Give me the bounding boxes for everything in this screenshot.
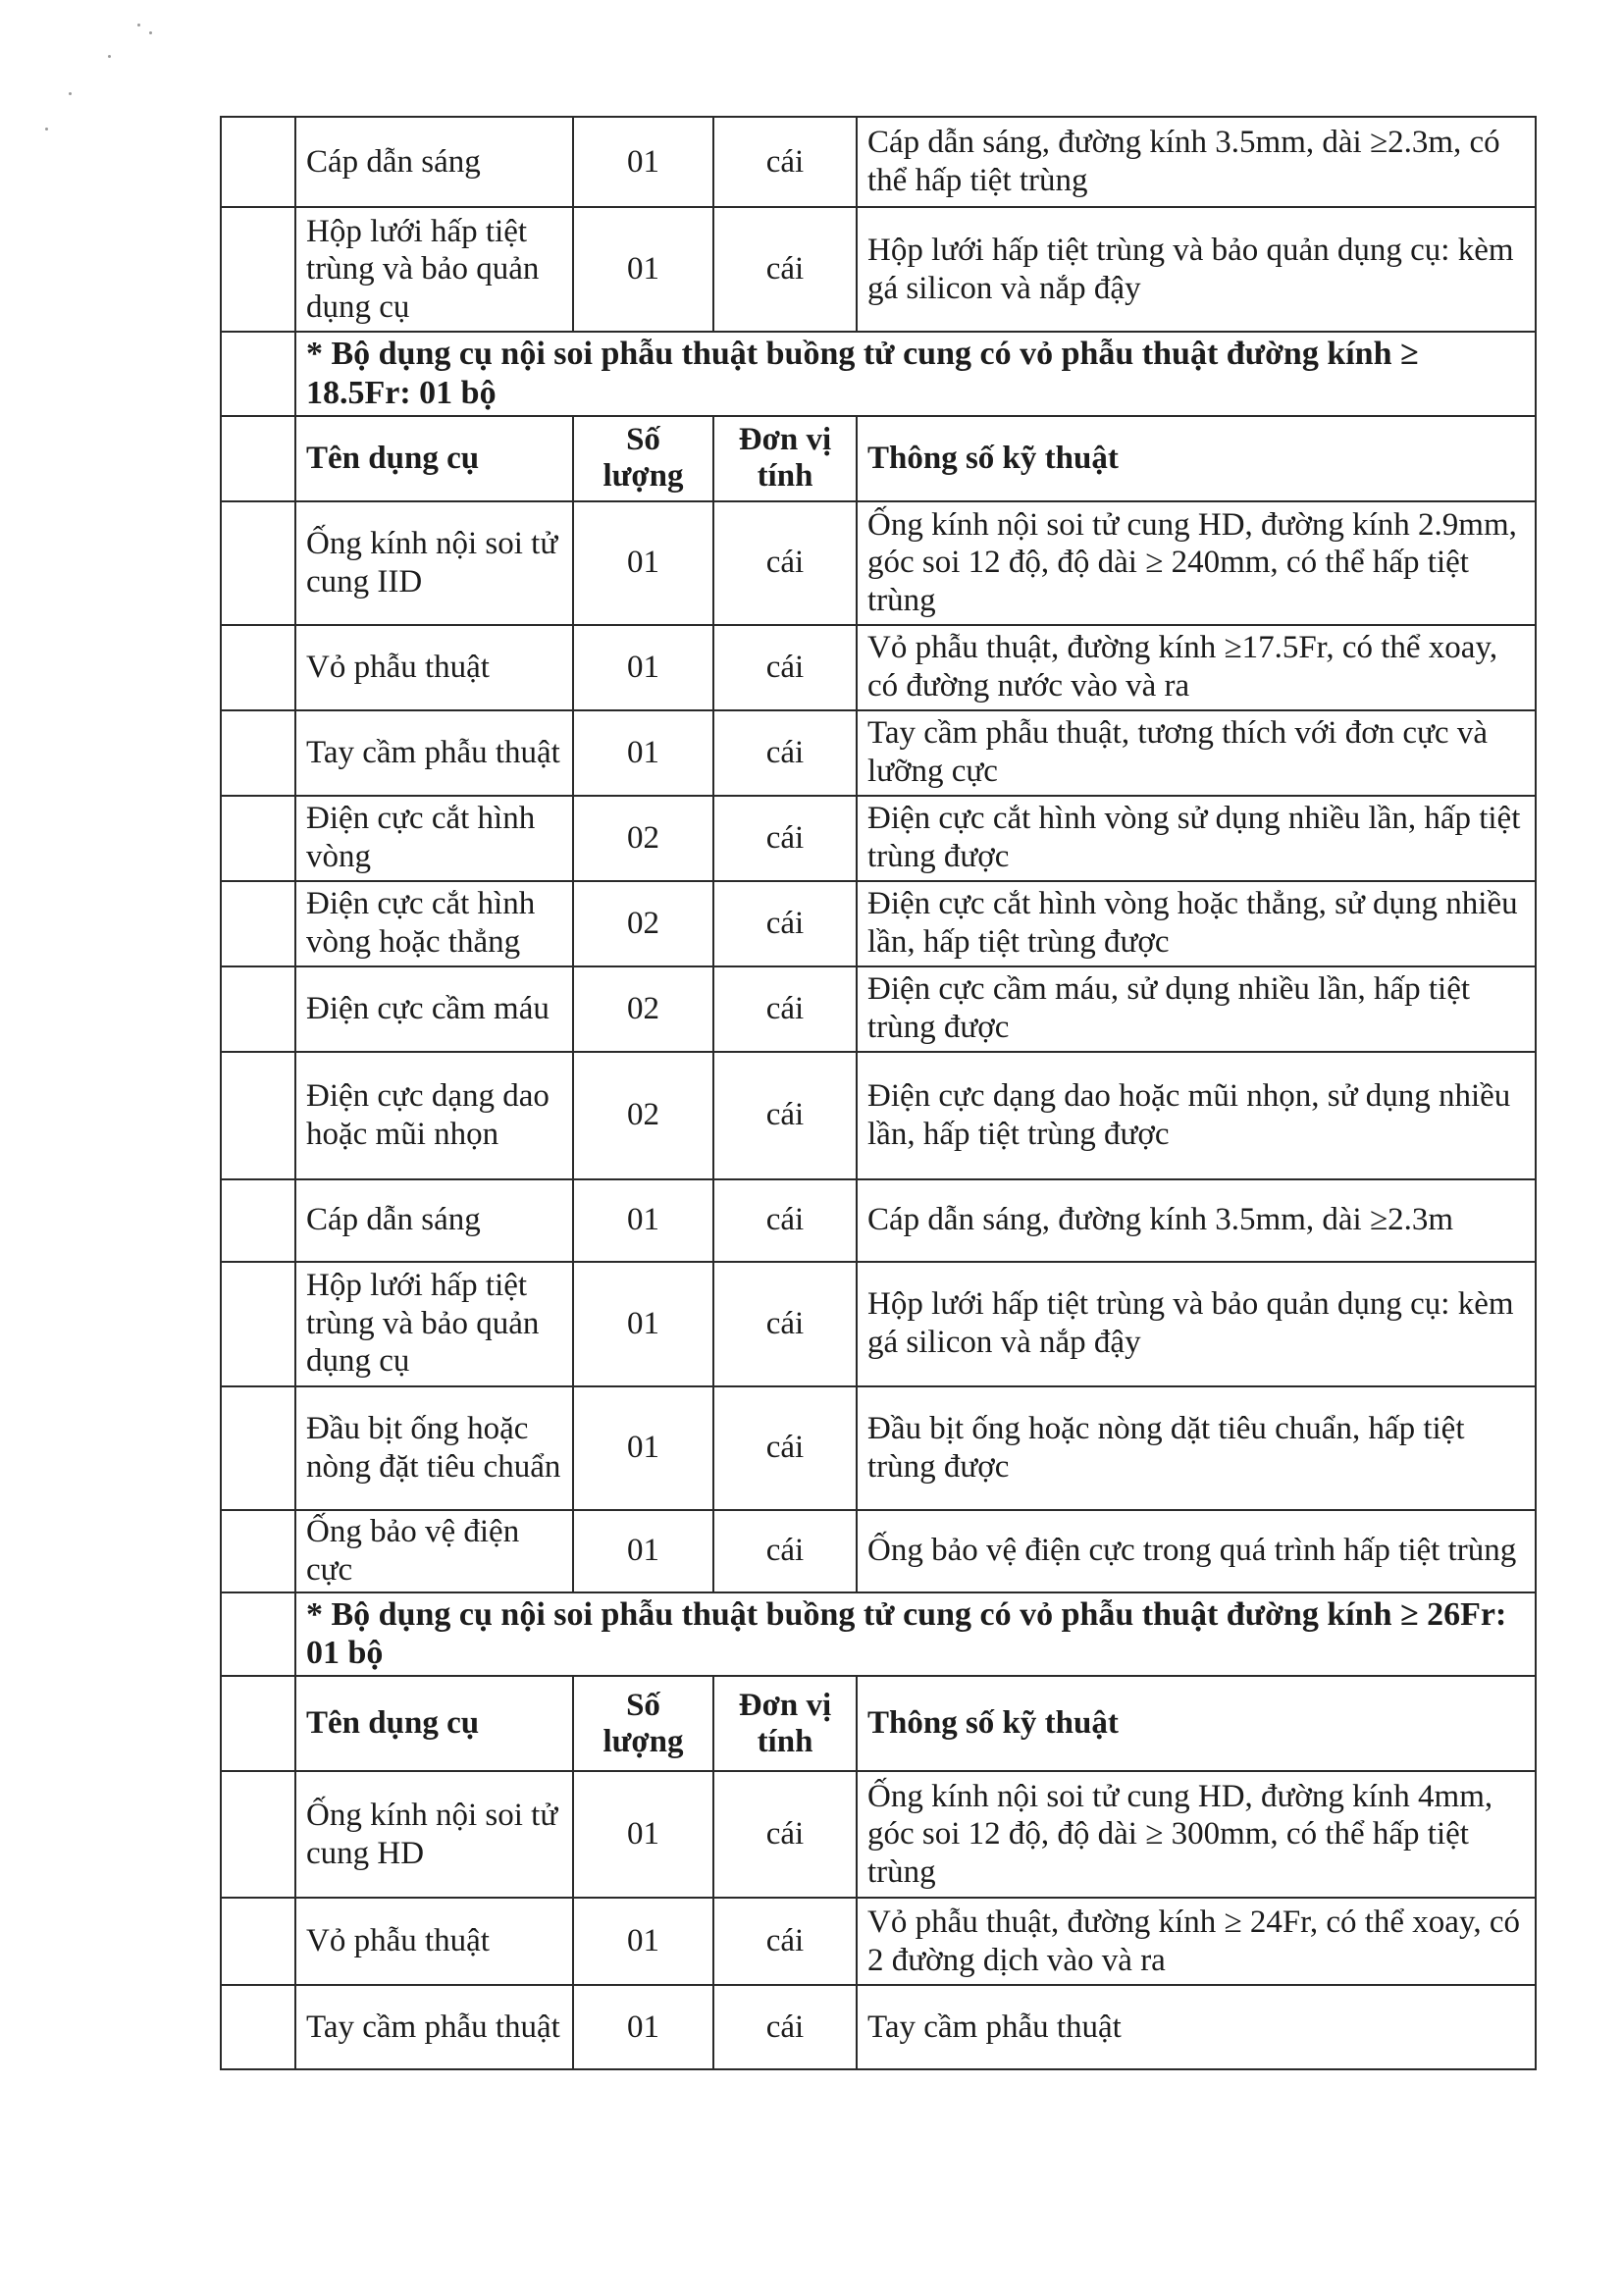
spec-cell: Hộp lưới hấp tiệt trùng và bảo quản dụng cụ: kèm gá silicon và nắp đậy: [857, 207, 1536, 332]
scan-specks: [39, 20, 196, 147]
quantity-cell: 01: [573, 1771, 713, 1898]
item-name-cell: Điện cực cắt hình vòng hoặc thẳng: [295, 881, 573, 966]
table-row: [221, 1052, 1536, 1179]
spec-cell: Điện cực cắt hình vòng sử dụng nhiều lần, hấp tiệt trùng được: [857, 796, 1536, 881]
unit-cell: cái: [713, 1898, 857, 1985]
index-cell: [221, 207, 295, 332]
header-unit: Đơn vị tính: [713, 416, 857, 501]
quantity-cell: 01: [573, 207, 713, 332]
index-cell: [221, 1262, 295, 1386]
quantity-cell: 01: [573, 501, 713, 625]
item-name-cell: Tay cầm phẫu thuật: [295, 710, 573, 796]
unit-cell: cái: [713, 1985, 857, 2069]
item-name-cell: Vỏ phẫu thuật: [295, 625, 573, 710]
quantity-cell: 01: [573, 625, 713, 710]
header-quantity: Số lượng: [573, 1676, 713, 1771]
item-name-cell: Hộp lưới hấp tiệt trùng và bảo quản dụng cụ: [295, 1262, 573, 1386]
table-row: [221, 881, 1536, 966]
item-name-cell: Tay cầm phẫu thuật: [295, 1985, 573, 2069]
table-row: [221, 207, 1536, 332]
table-row: [221, 1898, 1536, 1985]
index-cell: [221, 1676, 295, 1771]
spec-cell: Đầu bịt ống hoặc nòng dặt tiêu chuẩn, hấp tiệt trùng được: [857, 1386, 1536, 1510]
unit-cell: cái: [713, 1386, 857, 1510]
index-cell: [221, 710, 295, 796]
table-row: [221, 796, 1536, 881]
table-row: [221, 966, 1536, 1052]
unit-cell: cái: [713, 1052, 857, 1179]
header-item-name: Tên dụng cụ: [295, 1676, 573, 1771]
index-cell: [221, 1386, 295, 1510]
item-name-cell: Ống kính nội soi tử cung HD: [295, 1771, 573, 1898]
index-cell: [221, 1510, 295, 1592]
spec-cell: Điện cực cắt hình vòng hoặc thẳng, sử dụng nhiều lần, hấp tiệt trùng được: [857, 881, 1536, 966]
quantity-cell: 01: [573, 117, 713, 207]
unit-cell: cái: [713, 710, 857, 796]
item-name-cell: Điện cực cầm máu: [295, 966, 573, 1052]
index-cell: [221, 625, 295, 710]
header-spec: Thông số kỹ thuật: [857, 1676, 1536, 1771]
table-row: [221, 1386, 1536, 1510]
item-name-cell: Ống kính nội soi tử cung IID: [295, 501, 573, 625]
quantity-cell: 01: [573, 1179, 713, 1262]
table-row: [221, 710, 1536, 796]
header-item-name: Tên dụng cụ: [295, 416, 573, 501]
quantity-cell: 02: [573, 966, 713, 1052]
quantity-cell: 02: [573, 881, 713, 966]
index-cell: [221, 1179, 295, 1262]
scan-speck: [45, 128, 48, 130]
item-name-cell: Điện cực cắt hình vòng: [295, 796, 573, 881]
table-row: [221, 1262, 1536, 1386]
table-row: [221, 1771, 1536, 1898]
index-cell: [221, 1592, 295, 1677]
index-cell: [221, 1771, 295, 1898]
scan-speck: [69, 92, 72, 95]
index-cell: [221, 1898, 295, 1985]
unit-cell: cái: [713, 796, 857, 881]
index-cell: [221, 966, 295, 1052]
section-title-row: [221, 1592, 1536, 1677]
item-name-cell: Cáp dẫn sáng: [295, 1179, 573, 1262]
scan-speck: [108, 55, 111, 58]
quantity-cell: 01: [573, 710, 713, 796]
index-cell: [221, 1052, 295, 1179]
header-unit: Đơn vị tính: [713, 1676, 857, 1771]
index-cell: [221, 117, 295, 207]
unit-cell: cái: [713, 966, 857, 1052]
spec-cell: Tay cầm phẫu thuật: [857, 1985, 1536, 2069]
quantity-cell: 01: [573, 1510, 713, 1592]
item-name-cell: Hộp lưới hấp tiệt trùng và bảo quản dụng cụ: [295, 207, 573, 332]
index-cell: [221, 332, 295, 416]
spec-cell: Vỏ phẫu thuật, đường kính ≥17.5Fr, có thể xoay, có đường nước vào và ra: [857, 625, 1536, 710]
section-title-row: [221, 332, 1536, 416]
spec-cell: Cáp dẫn sáng, đường kính 3.5mm, dài ≥2.3m, có thể hấp tiệt trùng: [857, 117, 1536, 207]
spec-cell: Vỏ phẫu thuật, đường kính ≥ 24Fr, có thể xoay, có 2 đường dịch vào và ra: [857, 1898, 1536, 1985]
quantity-cell: 01: [573, 1386, 713, 1510]
spec-cell: Hộp lưới hấp tiệt trùng và bảo quản dụng cụ: kèm gá silicon và nắp đậy: [857, 1262, 1536, 1386]
spec-cell: Điện cực dạng dao hoặc mũi nhọn, sử dụng nhiều lần, hấp tiệt trùng được: [857, 1052, 1536, 1179]
quantity-cell: 01: [573, 1898, 713, 1985]
item-name-cell: Đầu bịt ống hoặc nòng đặt tiêu chuẩn: [295, 1386, 573, 1510]
index-cell: [221, 881, 295, 966]
table-header-row: [221, 1676, 1536, 1771]
scan-speck: [137, 24, 140, 26]
section-title: * Bộ dụng cụ nội soi phẫu thuật buồng tử cung có vỏ phẫu thuật đường kính ≥ 26Fr: 01 bộ: [295, 1592, 1536, 1677]
table-row: [221, 1985, 1536, 2069]
quantity-cell: 01: [573, 1985, 713, 2069]
item-name-cell: Ống bảo vệ điện cực: [295, 1510, 573, 1592]
item-name-cell: Cáp dẫn sáng: [295, 117, 573, 207]
spec-cell: Ống kính nội soi tử cung HD, đường kính 2.9mm, góc soi 12 độ, độ dài ≥ 240mm, có thể hấp tiệt trùng: [857, 501, 1536, 625]
quantity-cell: 01: [573, 1262, 713, 1386]
unit-cell: cái: [713, 1179, 857, 1262]
spec-cell: Cáp dẫn sáng, đường kính 3.5mm, dài ≥2.3m: [857, 1179, 1536, 1262]
item-name-cell: Vỏ phẫu thuật: [295, 1898, 573, 1985]
quantity-cell: 02: [573, 1052, 713, 1179]
scan-speck: [149, 31, 152, 34]
section-title: * Bộ dụng cụ nội soi phẫu thuật buồng tử cung có vỏ phẫu thuật đường kính ≥ 18.5Fr: 01 bộ: [295, 332, 1536, 416]
table-row: [221, 117, 1536, 207]
table-row: [221, 1179, 1536, 1262]
unit-cell: cái: [713, 1771, 857, 1898]
unit-cell: cái: [713, 207, 857, 332]
table-row: [221, 625, 1536, 710]
unit-cell: cái: [713, 117, 857, 207]
index-cell: [221, 416, 295, 501]
unit-cell: cái: [713, 881, 857, 966]
equipment-spec-table: [220, 116, 1537, 2070]
item-name-cell: Điện cực dạng dao hoặc mũi nhọn: [295, 1052, 573, 1179]
table-header-row: [221, 416, 1536, 501]
spec-cell: Điện cực cầm máu, sử dụng nhiều lần, hấp tiệt trùng được: [857, 966, 1536, 1052]
header-spec: Thông số kỹ thuật: [857, 416, 1536, 501]
quantity-cell: 02: [573, 796, 713, 881]
table-row: [221, 501, 1536, 625]
index-cell: [221, 796, 295, 881]
unit-cell: cái: [713, 501, 857, 625]
index-cell: [221, 501, 295, 625]
unit-cell: cái: [713, 625, 857, 710]
spec-cell: Ống bảo vệ điện cực trong quá trình hấp tiệt trùng: [857, 1510, 1536, 1592]
spec-cell: Ống kính nội soi tử cung HD, đường kính 4mm, góc soi 12 độ, độ dài ≥ 300mm, có thể hấp tiệt trùng: [857, 1771, 1536, 1898]
spec-cell: Tay cầm phẫu thuật, tương thích với đơn cực và lưỡng cực: [857, 710, 1536, 796]
unit-cell: cái: [713, 1262, 857, 1386]
index-cell: [221, 1985, 295, 2069]
unit-cell: cái: [713, 1510, 857, 1592]
table-row: [221, 1510, 1536, 1592]
header-quantity: Số lượng: [573, 416, 713, 501]
